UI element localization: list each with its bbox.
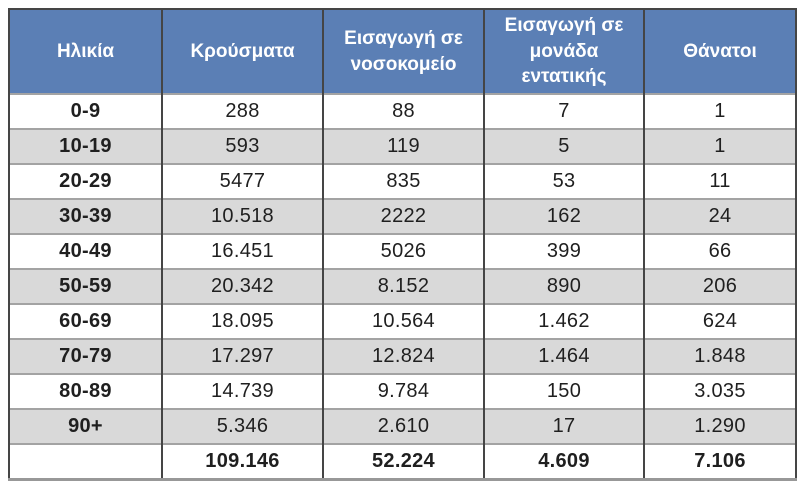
column-header-deaths: Θάνατοι xyxy=(644,9,796,94)
table-row xyxy=(9,234,796,269)
table-header xyxy=(9,9,796,94)
cases-cell: 593 xyxy=(162,129,323,164)
hospital-cell: 5026 xyxy=(323,234,484,269)
cases-cell: 10.518 xyxy=(162,199,323,234)
hospital-cell: 2222 xyxy=(323,199,484,234)
deaths-cell: 1.848 xyxy=(644,339,796,374)
deaths-cell: 3.035 xyxy=(644,374,796,409)
icu-cell: 5 xyxy=(484,129,644,164)
totals-hospital-cell: 52.224 xyxy=(323,444,484,480)
age-cell: 30-39 xyxy=(9,199,162,234)
table-row xyxy=(9,94,796,129)
age-cell: 70-79 xyxy=(9,339,162,374)
hospital-cell: 88 xyxy=(323,94,484,129)
age-cell: 50-59 xyxy=(9,269,162,304)
age-statistics-table xyxy=(8,8,797,481)
cases-cell: 288 xyxy=(162,94,323,129)
deaths-cell: 206 xyxy=(644,269,796,304)
hospital-cell: 2.610 xyxy=(323,409,484,444)
deaths-cell: 66 xyxy=(644,234,796,269)
deaths-cell: 1 xyxy=(644,129,796,164)
hospital-cell: 119 xyxy=(323,129,484,164)
icu-cell: 53 xyxy=(484,164,644,199)
table-row xyxy=(9,199,796,234)
totals-age-cell xyxy=(9,444,162,480)
totals-row xyxy=(9,444,796,480)
table-row xyxy=(9,164,796,199)
cases-cell: 5477 xyxy=(162,164,323,199)
totals-cases-cell: 109.146 xyxy=(162,444,323,480)
icu-cell: 1.464 xyxy=(484,339,644,374)
deaths-cell: 624 xyxy=(644,304,796,339)
column-header-icu: Εισαγωγή σε μονάδα εντατικής xyxy=(484,9,644,94)
icu-cell: 17 xyxy=(484,409,644,444)
table-body xyxy=(9,94,796,480)
age-cell: 80-89 xyxy=(9,374,162,409)
hospital-cell: 835 xyxy=(323,164,484,199)
column-header-hospital: Εισαγωγή σε νοσοκομείο xyxy=(323,9,484,94)
cases-cell: 16.451 xyxy=(162,234,323,269)
hospital-cell: 9.784 xyxy=(323,374,484,409)
hospital-cell: 12.824 xyxy=(323,339,484,374)
age-cell: 60-69 xyxy=(9,304,162,339)
table-row xyxy=(9,374,796,409)
column-header-age: Ηλικία xyxy=(9,9,162,94)
cases-cell: 20.342 xyxy=(162,269,323,304)
icu-cell: 7 xyxy=(484,94,644,129)
totals-icu-cell: 4.609 xyxy=(484,444,644,480)
cases-cell: 14.739 xyxy=(162,374,323,409)
hospital-cell: 10.564 xyxy=(323,304,484,339)
icu-cell: 399 xyxy=(484,234,644,269)
cases-cell: 5.346 xyxy=(162,409,323,444)
table-row xyxy=(9,339,796,374)
age-cell: 90+ xyxy=(9,409,162,444)
table-row xyxy=(9,269,796,304)
age-cell: 0-9 xyxy=(9,94,162,129)
deaths-cell: 1 xyxy=(644,94,796,129)
cases-cell: 17.297 xyxy=(162,339,323,374)
age-cell: 20-29 xyxy=(9,164,162,199)
deaths-cell: 11 xyxy=(644,164,796,199)
icu-cell: 890 xyxy=(484,269,644,304)
hospital-cell: 8.152 xyxy=(323,269,484,304)
icu-cell: 162 xyxy=(484,199,644,234)
age-cell: 40-49 xyxy=(9,234,162,269)
cases-cell: 18.095 xyxy=(162,304,323,339)
deaths-cell: 24 xyxy=(644,199,796,234)
header-row xyxy=(9,9,796,94)
column-header-cases: Κρούσματα xyxy=(162,9,323,94)
table-row xyxy=(9,409,796,444)
icu-cell: 1.462 xyxy=(484,304,644,339)
table-row xyxy=(9,304,796,339)
age-statistics-table-container xyxy=(8,8,795,481)
table-row xyxy=(9,129,796,164)
age-cell: 10-19 xyxy=(9,129,162,164)
totals-deaths-cell: 7.106 xyxy=(644,444,796,480)
icu-cell: 150 xyxy=(484,374,644,409)
deaths-cell: 1.290 xyxy=(644,409,796,444)
